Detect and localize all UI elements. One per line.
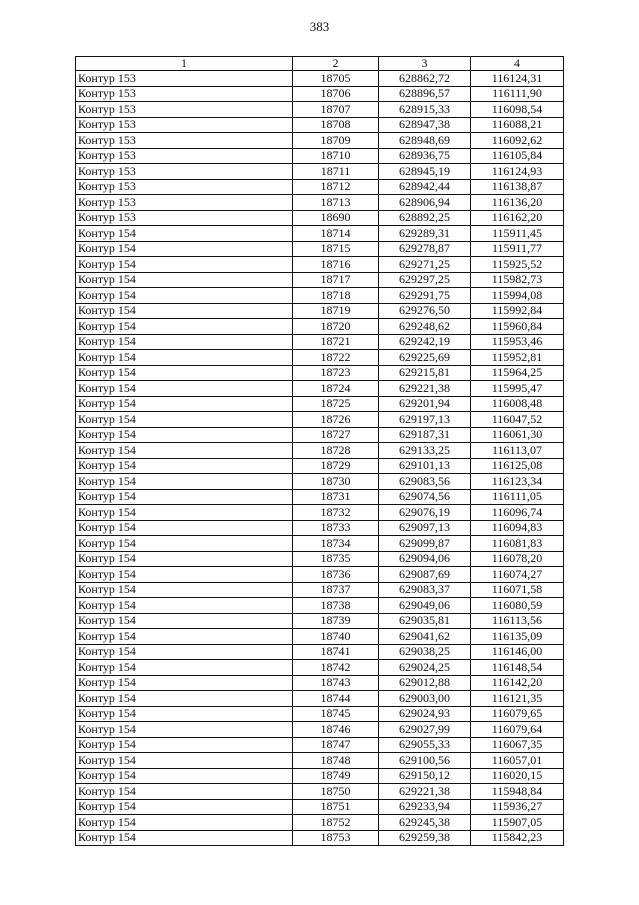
x-coordinate-cell: 629297,25 bbox=[379, 272, 471, 288]
y-coordinate-cell: 115907,05 bbox=[471, 815, 564, 831]
point-number-cell: 18751 bbox=[293, 799, 379, 815]
y-coordinate-cell: 116113,07 bbox=[471, 443, 564, 459]
x-coordinate-cell: 629099,87 bbox=[379, 536, 471, 552]
point-number-cell: 18747 bbox=[293, 737, 379, 753]
table-row bbox=[76, 567, 564, 583]
x-coordinate-cell: 629271,25 bbox=[379, 257, 471, 273]
table-row bbox=[76, 210, 564, 226]
table-row bbox=[76, 179, 564, 195]
contour-name-cell: Контур 153 bbox=[76, 148, 293, 164]
table-row bbox=[76, 133, 564, 149]
point-number-cell: 18708 bbox=[293, 117, 379, 133]
table-row bbox=[76, 86, 564, 102]
table-row bbox=[76, 257, 564, 273]
point-number-cell: 18730 bbox=[293, 474, 379, 490]
x-coordinate-cell: 629012,88 bbox=[379, 675, 471, 691]
point-number-cell: 18723 bbox=[293, 365, 379, 381]
table-row bbox=[76, 102, 564, 118]
table-row bbox=[76, 768, 564, 784]
table-row bbox=[76, 830, 564, 846]
contour-name-cell: Контур 154 bbox=[76, 753, 293, 769]
table-row bbox=[76, 334, 564, 350]
table-row bbox=[76, 241, 564, 257]
y-coordinate-cell: 116074,27 bbox=[471, 567, 564, 583]
y-coordinate-cell: 116146,00 bbox=[471, 644, 564, 660]
contour-name-cell: Контур 154 bbox=[76, 598, 293, 614]
column-header: 1 bbox=[76, 57, 293, 71]
x-coordinate-cell: 629076,19 bbox=[379, 505, 471, 521]
x-coordinate-cell: 628896,57 bbox=[379, 86, 471, 102]
y-coordinate-cell: 116088,21 bbox=[471, 117, 564, 133]
point-number-cell: 18727 bbox=[293, 427, 379, 443]
x-coordinate-cell: 629097,13 bbox=[379, 520, 471, 536]
contour-name-cell: Контур 154 bbox=[76, 427, 293, 443]
contour-name-cell: Контур 154 bbox=[76, 784, 293, 800]
x-coordinate-cell: 629100,56 bbox=[379, 753, 471, 769]
contour-name-cell: Контур 154 bbox=[76, 458, 293, 474]
x-coordinate-cell: 629150,12 bbox=[379, 768, 471, 784]
x-coordinate-cell: 628945,19 bbox=[379, 164, 471, 180]
table-row bbox=[76, 629, 564, 645]
point-number-cell: 18711 bbox=[293, 164, 379, 180]
contour-name-cell: Контур 154 bbox=[76, 613, 293, 629]
y-coordinate-cell: 115953,46 bbox=[471, 334, 564, 350]
table-row bbox=[76, 148, 564, 164]
contour-name-cell: Контур 153 bbox=[76, 117, 293, 133]
x-coordinate-cell: 629087,69 bbox=[379, 567, 471, 583]
y-coordinate-cell: 116136,20 bbox=[471, 195, 564, 211]
point-number-cell: 18743 bbox=[293, 675, 379, 691]
y-coordinate-cell: 116113,56 bbox=[471, 613, 564, 629]
table-row bbox=[76, 164, 564, 180]
y-coordinate-cell: 115911,45 bbox=[471, 226, 564, 242]
x-coordinate-cell: 628948,69 bbox=[379, 133, 471, 149]
table-row bbox=[76, 644, 564, 660]
point-number-cell: 18742 bbox=[293, 660, 379, 676]
x-coordinate-cell: 628942,44 bbox=[379, 179, 471, 195]
x-coordinate-cell: 629074,56 bbox=[379, 489, 471, 505]
y-coordinate-cell: 116081,83 bbox=[471, 536, 564, 552]
table-row bbox=[76, 381, 564, 397]
y-coordinate-cell: 115982,73 bbox=[471, 272, 564, 288]
x-coordinate-cell: 629049,06 bbox=[379, 598, 471, 614]
contour-name-cell: Контур 154 bbox=[76, 381, 293, 397]
y-coordinate-cell: 116008,48 bbox=[471, 396, 564, 412]
contour-name-cell: Контур 154 bbox=[76, 412, 293, 428]
point-number-cell: 18744 bbox=[293, 691, 379, 707]
table-row bbox=[76, 303, 564, 319]
x-coordinate-cell: 629248,62 bbox=[379, 319, 471, 335]
contour-name-cell: Контур 154 bbox=[76, 489, 293, 505]
y-coordinate-cell: 115952,81 bbox=[471, 350, 564, 366]
point-number-cell: 18732 bbox=[293, 505, 379, 521]
point-number-cell: 18724 bbox=[293, 381, 379, 397]
y-coordinate-cell: 115842,23 bbox=[471, 830, 564, 846]
contour-name-cell: Контур 154 bbox=[76, 536, 293, 552]
x-coordinate-cell: 629027,99 bbox=[379, 722, 471, 738]
contour-name-cell: Контур 154 bbox=[76, 675, 293, 691]
table-row bbox=[76, 706, 564, 722]
y-coordinate-cell: 116162,20 bbox=[471, 210, 564, 226]
table-row bbox=[76, 536, 564, 552]
table-row bbox=[76, 598, 564, 614]
x-coordinate-cell: 629055,33 bbox=[379, 737, 471, 753]
point-number-cell: 18746 bbox=[293, 722, 379, 738]
table-row bbox=[76, 288, 564, 304]
contour-name-cell: Контур 154 bbox=[76, 350, 293, 366]
point-number-cell: 18745 bbox=[293, 706, 379, 722]
table-row bbox=[76, 660, 564, 676]
contour-name-cell: Контур 154 bbox=[76, 660, 293, 676]
x-coordinate-cell: 629083,56 bbox=[379, 474, 471, 490]
point-number-cell: 18733 bbox=[293, 520, 379, 536]
point-number-cell: 18714 bbox=[293, 226, 379, 242]
point-number-cell: 18737 bbox=[293, 582, 379, 598]
y-coordinate-cell: 116057,01 bbox=[471, 753, 564, 769]
point-number-cell: 18752 bbox=[293, 815, 379, 831]
x-coordinate-cell: 629187,31 bbox=[379, 427, 471, 443]
table-row bbox=[76, 427, 564, 443]
y-coordinate-cell: 116135,09 bbox=[471, 629, 564, 645]
y-coordinate-cell: 116092,62 bbox=[471, 133, 564, 149]
table-row bbox=[76, 412, 564, 428]
contour-name-cell: Контур 154 bbox=[76, 768, 293, 784]
y-coordinate-cell: 116067,35 bbox=[471, 737, 564, 753]
point-number-cell: 18739 bbox=[293, 613, 379, 629]
table-row bbox=[76, 722, 564, 738]
table-row bbox=[76, 489, 564, 505]
table-row bbox=[76, 551, 564, 567]
table-row bbox=[76, 784, 564, 800]
x-coordinate-cell: 629259,38 bbox=[379, 830, 471, 846]
point-number-cell: 18726 bbox=[293, 412, 379, 428]
contour-name-cell: Контур 154 bbox=[76, 691, 293, 707]
table-row bbox=[76, 396, 564, 412]
contour-name-cell: Контур 153 bbox=[76, 102, 293, 118]
point-number-cell: 18725 bbox=[293, 396, 379, 412]
y-coordinate-cell: 116111,05 bbox=[471, 489, 564, 505]
point-number-cell: 18706 bbox=[293, 86, 379, 102]
contour-name-cell: Контур 153 bbox=[76, 86, 293, 102]
contour-name-cell: Контур 154 bbox=[76, 582, 293, 598]
contour-name-cell: Контур 154 bbox=[76, 443, 293, 459]
x-coordinate-cell: 629201,94 bbox=[379, 396, 471, 412]
contour-name-cell: Контур 154 bbox=[76, 396, 293, 412]
y-coordinate-cell: 115936,27 bbox=[471, 799, 564, 815]
table-row bbox=[76, 613, 564, 629]
x-coordinate-cell: 629291,75 bbox=[379, 288, 471, 304]
y-coordinate-cell: 116105,84 bbox=[471, 148, 564, 164]
x-coordinate-cell: 629035,81 bbox=[379, 613, 471, 629]
x-coordinate-cell: 629094,06 bbox=[379, 551, 471, 567]
x-coordinate-cell: 629003,00 bbox=[379, 691, 471, 707]
y-coordinate-cell: 115925,52 bbox=[471, 257, 564, 273]
contour-name-cell: Контур 154 bbox=[76, 737, 293, 753]
contour-name-cell: Контур 153 bbox=[76, 133, 293, 149]
x-coordinate-cell: 629133,25 bbox=[379, 443, 471, 459]
x-coordinate-cell: 629024,93 bbox=[379, 706, 471, 722]
coordinates-table bbox=[75, 56, 564, 846]
point-number-cell: 18728 bbox=[293, 443, 379, 459]
x-coordinate-cell: 629083,37 bbox=[379, 582, 471, 598]
table-row bbox=[76, 691, 564, 707]
y-coordinate-cell: 116124,93 bbox=[471, 164, 564, 180]
point-number-cell: 18735 bbox=[293, 551, 379, 567]
y-coordinate-cell: 116124,31 bbox=[471, 71, 564, 87]
table-body bbox=[76, 71, 564, 846]
table-header-row bbox=[76, 57, 564, 71]
table-row bbox=[76, 319, 564, 335]
x-coordinate-cell: 629278,87 bbox=[379, 241, 471, 257]
point-number-cell: 18705 bbox=[293, 71, 379, 87]
x-coordinate-cell: 629242,19 bbox=[379, 334, 471, 350]
y-coordinate-cell: 115911,77 bbox=[471, 241, 564, 257]
point-number-cell: 18710 bbox=[293, 148, 379, 164]
x-coordinate-cell: 628862,72 bbox=[379, 71, 471, 87]
x-coordinate-cell: 628892,25 bbox=[379, 210, 471, 226]
y-coordinate-cell: 116071,58 bbox=[471, 582, 564, 598]
table-row bbox=[76, 675, 564, 691]
point-number-cell: 18731 bbox=[293, 489, 379, 505]
x-coordinate-cell: 629101,13 bbox=[379, 458, 471, 474]
table-row bbox=[76, 505, 564, 521]
table-row bbox=[76, 520, 564, 536]
contour-name-cell: Контур 154 bbox=[76, 474, 293, 490]
point-number-cell: 18748 bbox=[293, 753, 379, 769]
point-number-cell: 18749 bbox=[293, 768, 379, 784]
table-row bbox=[76, 753, 564, 769]
contour-name-cell: Контур 154 bbox=[76, 551, 293, 567]
point-number-cell: 18715 bbox=[293, 241, 379, 257]
x-coordinate-cell: 629221,38 bbox=[379, 784, 471, 800]
y-coordinate-cell: 116047,52 bbox=[471, 412, 564, 428]
point-number-cell: 18738 bbox=[293, 598, 379, 614]
x-coordinate-cell: 629233,94 bbox=[379, 799, 471, 815]
point-number-cell: 18722 bbox=[293, 350, 379, 366]
point-number-cell: 18734 bbox=[293, 536, 379, 552]
contour-name-cell: Контур 154 bbox=[76, 722, 293, 738]
contour-name-cell: Контур 153 bbox=[76, 71, 293, 87]
point-number-cell: 18717 bbox=[293, 272, 379, 288]
point-number-cell: 18721 bbox=[293, 334, 379, 350]
y-coordinate-cell: 116138,87 bbox=[471, 179, 564, 195]
x-coordinate-cell: 629245,38 bbox=[379, 815, 471, 831]
point-number-cell: 18713 bbox=[293, 195, 379, 211]
y-coordinate-cell: 115992,84 bbox=[471, 303, 564, 319]
point-number-cell: 18741 bbox=[293, 644, 379, 660]
point-number-cell: 18718 bbox=[293, 288, 379, 304]
table-row bbox=[76, 474, 564, 490]
point-number-cell: 18740 bbox=[293, 629, 379, 645]
contour-name-cell: Контур 153 bbox=[76, 164, 293, 180]
x-coordinate-cell: 629221,38 bbox=[379, 381, 471, 397]
y-coordinate-cell: 116111,90 bbox=[471, 86, 564, 102]
table-row bbox=[76, 226, 564, 242]
contour-name-cell: Контур 153 bbox=[76, 179, 293, 195]
x-coordinate-cell: 629276,50 bbox=[379, 303, 471, 319]
table-row bbox=[76, 272, 564, 288]
y-coordinate-cell: 116123,34 bbox=[471, 474, 564, 490]
y-coordinate-cell: 116079,65 bbox=[471, 706, 564, 722]
y-coordinate-cell: 116079,64 bbox=[471, 722, 564, 738]
table-row bbox=[76, 195, 564, 211]
contour-name-cell: Контур 154 bbox=[76, 288, 293, 304]
y-coordinate-cell: 116080,59 bbox=[471, 598, 564, 614]
x-coordinate-cell: 628915,33 bbox=[379, 102, 471, 118]
table-row bbox=[76, 815, 564, 831]
table-row bbox=[76, 799, 564, 815]
y-coordinate-cell: 116125,08 bbox=[471, 458, 564, 474]
point-number-cell: 18753 bbox=[293, 830, 379, 846]
point-number-cell: 18707 bbox=[293, 102, 379, 118]
x-coordinate-cell: 628906,94 bbox=[379, 195, 471, 211]
y-coordinate-cell: 116094,83 bbox=[471, 520, 564, 536]
page-number: 383 bbox=[309, 19, 330, 34]
table-row bbox=[76, 737, 564, 753]
contour-name-cell: Контур 153 bbox=[76, 195, 293, 211]
point-number-cell: 18729 bbox=[293, 458, 379, 474]
contour-name-cell: Контур 154 bbox=[76, 319, 293, 335]
y-coordinate-cell: 115964,25 bbox=[471, 365, 564, 381]
contour-name-cell: Контур 153 bbox=[76, 210, 293, 226]
contour-name-cell: Контур 154 bbox=[76, 567, 293, 583]
x-coordinate-cell: 629215,81 bbox=[379, 365, 471, 381]
y-coordinate-cell: 115948,84 bbox=[471, 784, 564, 800]
x-coordinate-cell: 629197,13 bbox=[379, 412, 471, 428]
contour-name-cell: Контур 154 bbox=[76, 365, 293, 381]
x-coordinate-cell: 629024,25 bbox=[379, 660, 471, 676]
x-coordinate-cell: 629038,25 bbox=[379, 644, 471, 660]
contour-name-cell: Контур 154 bbox=[76, 644, 293, 660]
x-coordinate-cell: 629041,62 bbox=[379, 629, 471, 645]
contour-name-cell: Контур 154 bbox=[76, 257, 293, 273]
y-coordinate-cell: 115960,84 bbox=[471, 319, 564, 335]
contour-name-cell: Контур 154 bbox=[76, 799, 293, 815]
y-coordinate-cell: 116148,54 bbox=[471, 660, 564, 676]
column-header: 3 bbox=[379, 57, 471, 71]
y-coordinate-cell: 115995,47 bbox=[471, 381, 564, 397]
y-coordinate-cell: 116142,20 bbox=[471, 675, 564, 691]
contour-name-cell: Контур 154 bbox=[76, 830, 293, 846]
x-coordinate-cell: 628947,38 bbox=[379, 117, 471, 133]
contour-name-cell: Контур 154 bbox=[76, 815, 293, 831]
point-number-cell: 18720 bbox=[293, 319, 379, 335]
y-coordinate-cell: 116061,30 bbox=[471, 427, 564, 443]
column-header: 2 bbox=[293, 57, 379, 71]
table-row bbox=[76, 350, 564, 366]
contour-name-cell: Контур 154 bbox=[76, 241, 293, 257]
column-header: 4 bbox=[471, 57, 564, 71]
contour-name-cell: Контур 154 bbox=[76, 629, 293, 645]
y-coordinate-cell: 116078,20 bbox=[471, 551, 564, 567]
contour-name-cell: Контур 154 bbox=[76, 706, 293, 722]
table-row bbox=[76, 117, 564, 133]
contour-name-cell: Контур 154 bbox=[76, 226, 293, 242]
point-number-cell: 18716 bbox=[293, 257, 379, 273]
point-number-cell: 18709 bbox=[293, 133, 379, 149]
x-coordinate-cell: 629225,69 bbox=[379, 350, 471, 366]
y-coordinate-cell: 115994,08 bbox=[471, 288, 564, 304]
contour-name-cell: Контур 154 bbox=[76, 520, 293, 536]
point-number-cell: 18750 bbox=[293, 784, 379, 800]
table-row bbox=[76, 71, 564, 87]
contour-name-cell: Контур 154 bbox=[76, 505, 293, 521]
point-number-cell: 18736 bbox=[293, 567, 379, 583]
y-coordinate-cell: 116020,15 bbox=[471, 768, 564, 784]
contour-name-cell: Контур 154 bbox=[76, 303, 293, 319]
point-number-cell: 18719 bbox=[293, 303, 379, 319]
x-coordinate-cell: 628936,75 bbox=[379, 148, 471, 164]
table-row bbox=[76, 443, 564, 459]
contour-name-cell: Контур 154 bbox=[76, 334, 293, 350]
point-number-cell: 18690 bbox=[293, 210, 379, 226]
point-number-cell: 18712 bbox=[293, 179, 379, 195]
x-coordinate-cell: 629289,31 bbox=[379, 226, 471, 242]
table-row bbox=[76, 582, 564, 598]
y-coordinate-cell: 116096,74 bbox=[471, 505, 564, 521]
table-row bbox=[76, 458, 564, 474]
y-coordinate-cell: 116098,54 bbox=[471, 102, 564, 118]
contour-name-cell: Контур 154 bbox=[76, 272, 293, 288]
table-row bbox=[76, 365, 564, 381]
y-coordinate-cell: 116121,35 bbox=[471, 691, 564, 707]
